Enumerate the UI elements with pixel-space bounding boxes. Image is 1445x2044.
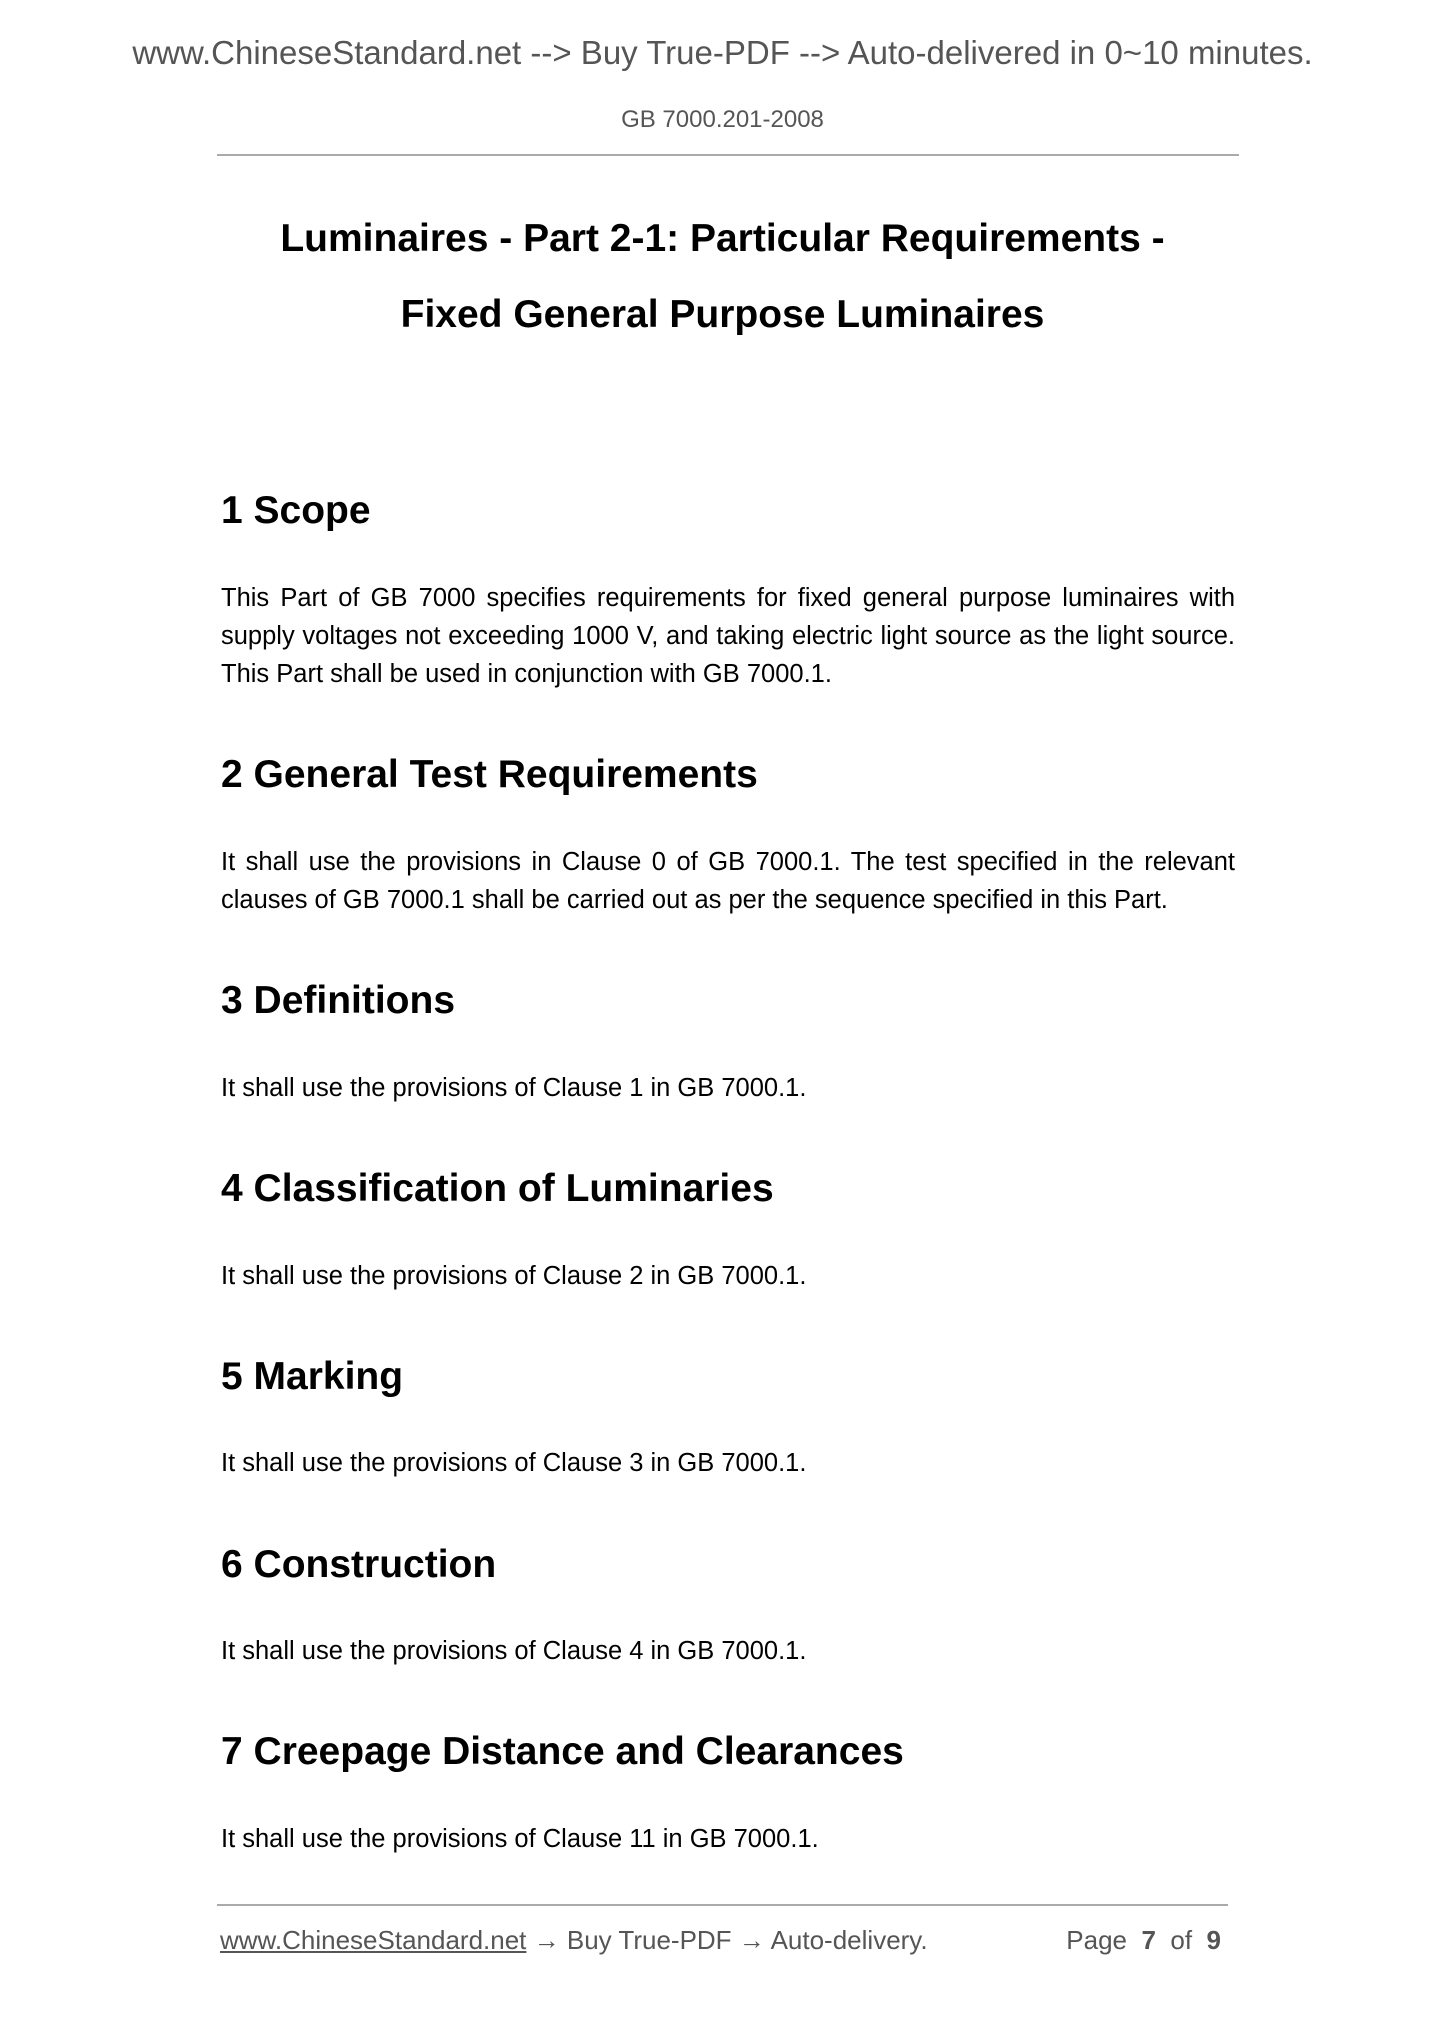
section-heading: 5 Marking xyxy=(221,1355,404,1398)
page-current: 7 xyxy=(1141,1925,1156,1955)
section-body: This Part of GB 7000 specifies requirements for fixed general purpose luminaires with supply voltages not exceeding 1000 V, and taking electric light source as the light source. This Part shall be used in conjunction with GB 7000.1. xyxy=(221,584,1235,688)
footer-link[interactable]: www.ChineseStandard.net xyxy=(220,1925,527,1955)
footer-divider xyxy=(217,1904,1228,1906)
header-banner: www.ChineseStandard.net --> Buy True-PDF --> Auto-delivered in 0~10 minutes. xyxy=(132,34,1313,71)
page-total: 9 xyxy=(1206,1925,1221,1955)
section-heading: 2 General Test Requirements xyxy=(221,753,758,796)
section-heading: 7 Creepage Distance and Clearances xyxy=(221,1730,904,1773)
section-heading: 4 Classification of Luminaries xyxy=(221,1167,774,1210)
document-title-line1: Luminaires - Part 2-1: Particular Requirements - xyxy=(280,217,1165,260)
section-heading: 1 Scope xyxy=(221,489,371,532)
section-body: It shall use the provisions in Clause 0 of GB 7000.1. The test specified in the relevant clauses of GB 7000.1 shall be carried out as per the sequence specified in this Part. xyxy=(221,848,1235,914)
page-indicator xyxy=(1066,1922,1221,1958)
section-heading: 6 Construction xyxy=(221,1543,497,1586)
document-title-line2: Fixed General Purpose Luminaires xyxy=(400,293,1045,336)
section-body: It shall use the provisions of Clause 1 in GB 7000.1. xyxy=(221,1074,807,1102)
section-body: It shall use the provisions of Clause 2 in GB 7000.1. xyxy=(221,1262,807,1290)
footer-text: → Buy True-PDF → Auto-delivery. xyxy=(526,1925,928,1955)
section-body: It shall use the provisions of Clause 3 in GB 7000.1. xyxy=(221,1449,807,1477)
section-heading: 3 Definitions xyxy=(221,979,456,1022)
document-number: GB 7000.201-2008 xyxy=(621,106,824,133)
footer-left xyxy=(220,1922,928,1958)
section-body: It shall use the provisions of Clause 4 in GB 7000.1. xyxy=(221,1637,807,1665)
page-label: Page xyxy=(1066,1925,1128,1955)
header-divider xyxy=(217,154,1239,156)
section-body: It shall use the provisions of Clause 11 in GB 7000.1. xyxy=(221,1825,819,1853)
of-label: of xyxy=(1170,1925,1193,1955)
